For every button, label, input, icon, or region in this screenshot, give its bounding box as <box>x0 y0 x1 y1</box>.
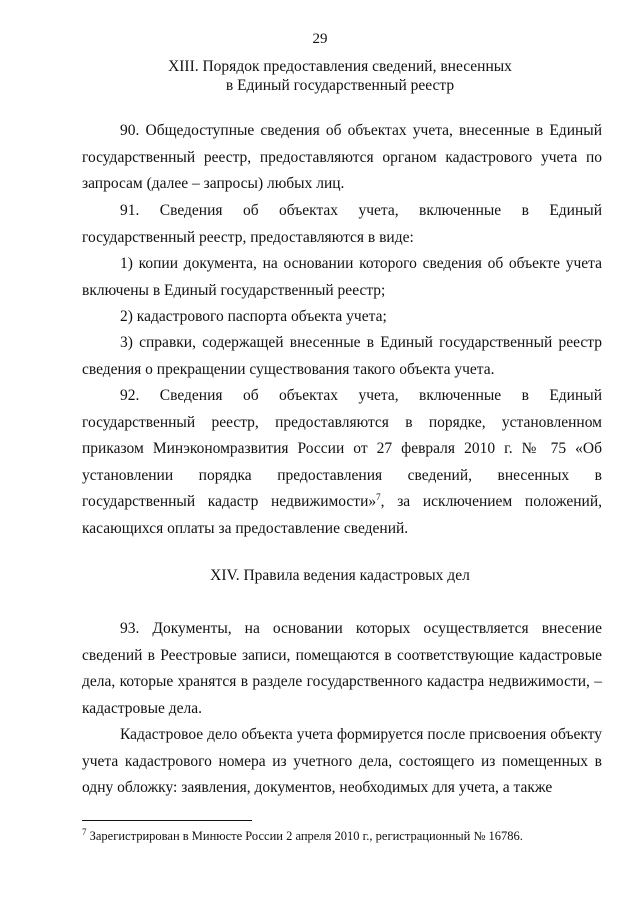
footnote <box>82 828 602 844</box>
section-title-13-line1: XIII. Порядок предоставления сведений, внесенных <box>168 58 512 75</box>
paragraph-91-item-1: 1) копии документа, на основании которого сведения об объекте учета включены в Единый государственный реестр; <box>82 255 602 299</box>
paragraph-91-item-3: 3) справки, содержащей внесенные в Единый государственный реестр сведения о прекращении существования такого объекта учета. <box>82 334 602 378</box>
section-title-13-line2: в Единый государственный реестр <box>225 77 455 94</box>
section-title-14: XIV. Правила ведения кадастровых дел <box>210 567 470 584</box>
section-title-13 <box>60 57 620 95</box>
paragraph-92-text-before: 92. Сведения об объектах учета, включенные в Единый государственный реестр, предоставляются в порядке, установленном приказом Минэкономразвития России от 27 февраля 2010 г. № 75 «Об установлении порядка предоставления сведений, внесенных в государственный кадастр недвижимости» <box>82 387 602 510</box>
footnote-reference-mark[interactable]: 7 <box>376 491 381 502</box>
paragraph-90: 90. Общедоступные сведения об объектах учета, внесенные в Единый государственный реестр, предоставляются органом кадастрового учета по запросам (далее – запросы) любых лиц. <box>82 122 602 192</box>
footnote-text: Зарегистрирован в Минюсте России 2 апреля 2010 г., регистрационный № 16786. <box>86 829 523 843</box>
paragraph-91: 91. Сведения об объектах учета, включенные в Единый государственный реестр, предоставляются в виде: <box>82 202 602 246</box>
page-number: 29 <box>312 31 328 47</box>
paragraph-92-text-after: , за исключением положений, касающихся оплаты за предоставление сведений. <box>82 493 602 537</box>
paragraph-91-item-2: 2) кадастрового паспорта объекта учета; <box>120 308 387 325</box>
footnote-mark: 7 <box>82 826 87 837</box>
footnote-divider <box>82 820 252 821</box>
paragraph-cadastral-case: Кадастровое дело объекта учета формируется после присвоения объекту учета кадастрового номера из учетного дела, состоящего из помещенных в одну обложку: заявления, документов, необходимых для учета, а также <box>82 726 602 796</box>
paragraph-93: 93. Документы, на основании которых осуществляется внесение сведений в Реестровые записи, помещаются в соответствующие кадастровые дела, которые хранятся в разделе государственного кадастра недвижимости, – кадастровые дела. <box>82 620 602 717</box>
paragraph-92 <box>82 383 602 542</box>
